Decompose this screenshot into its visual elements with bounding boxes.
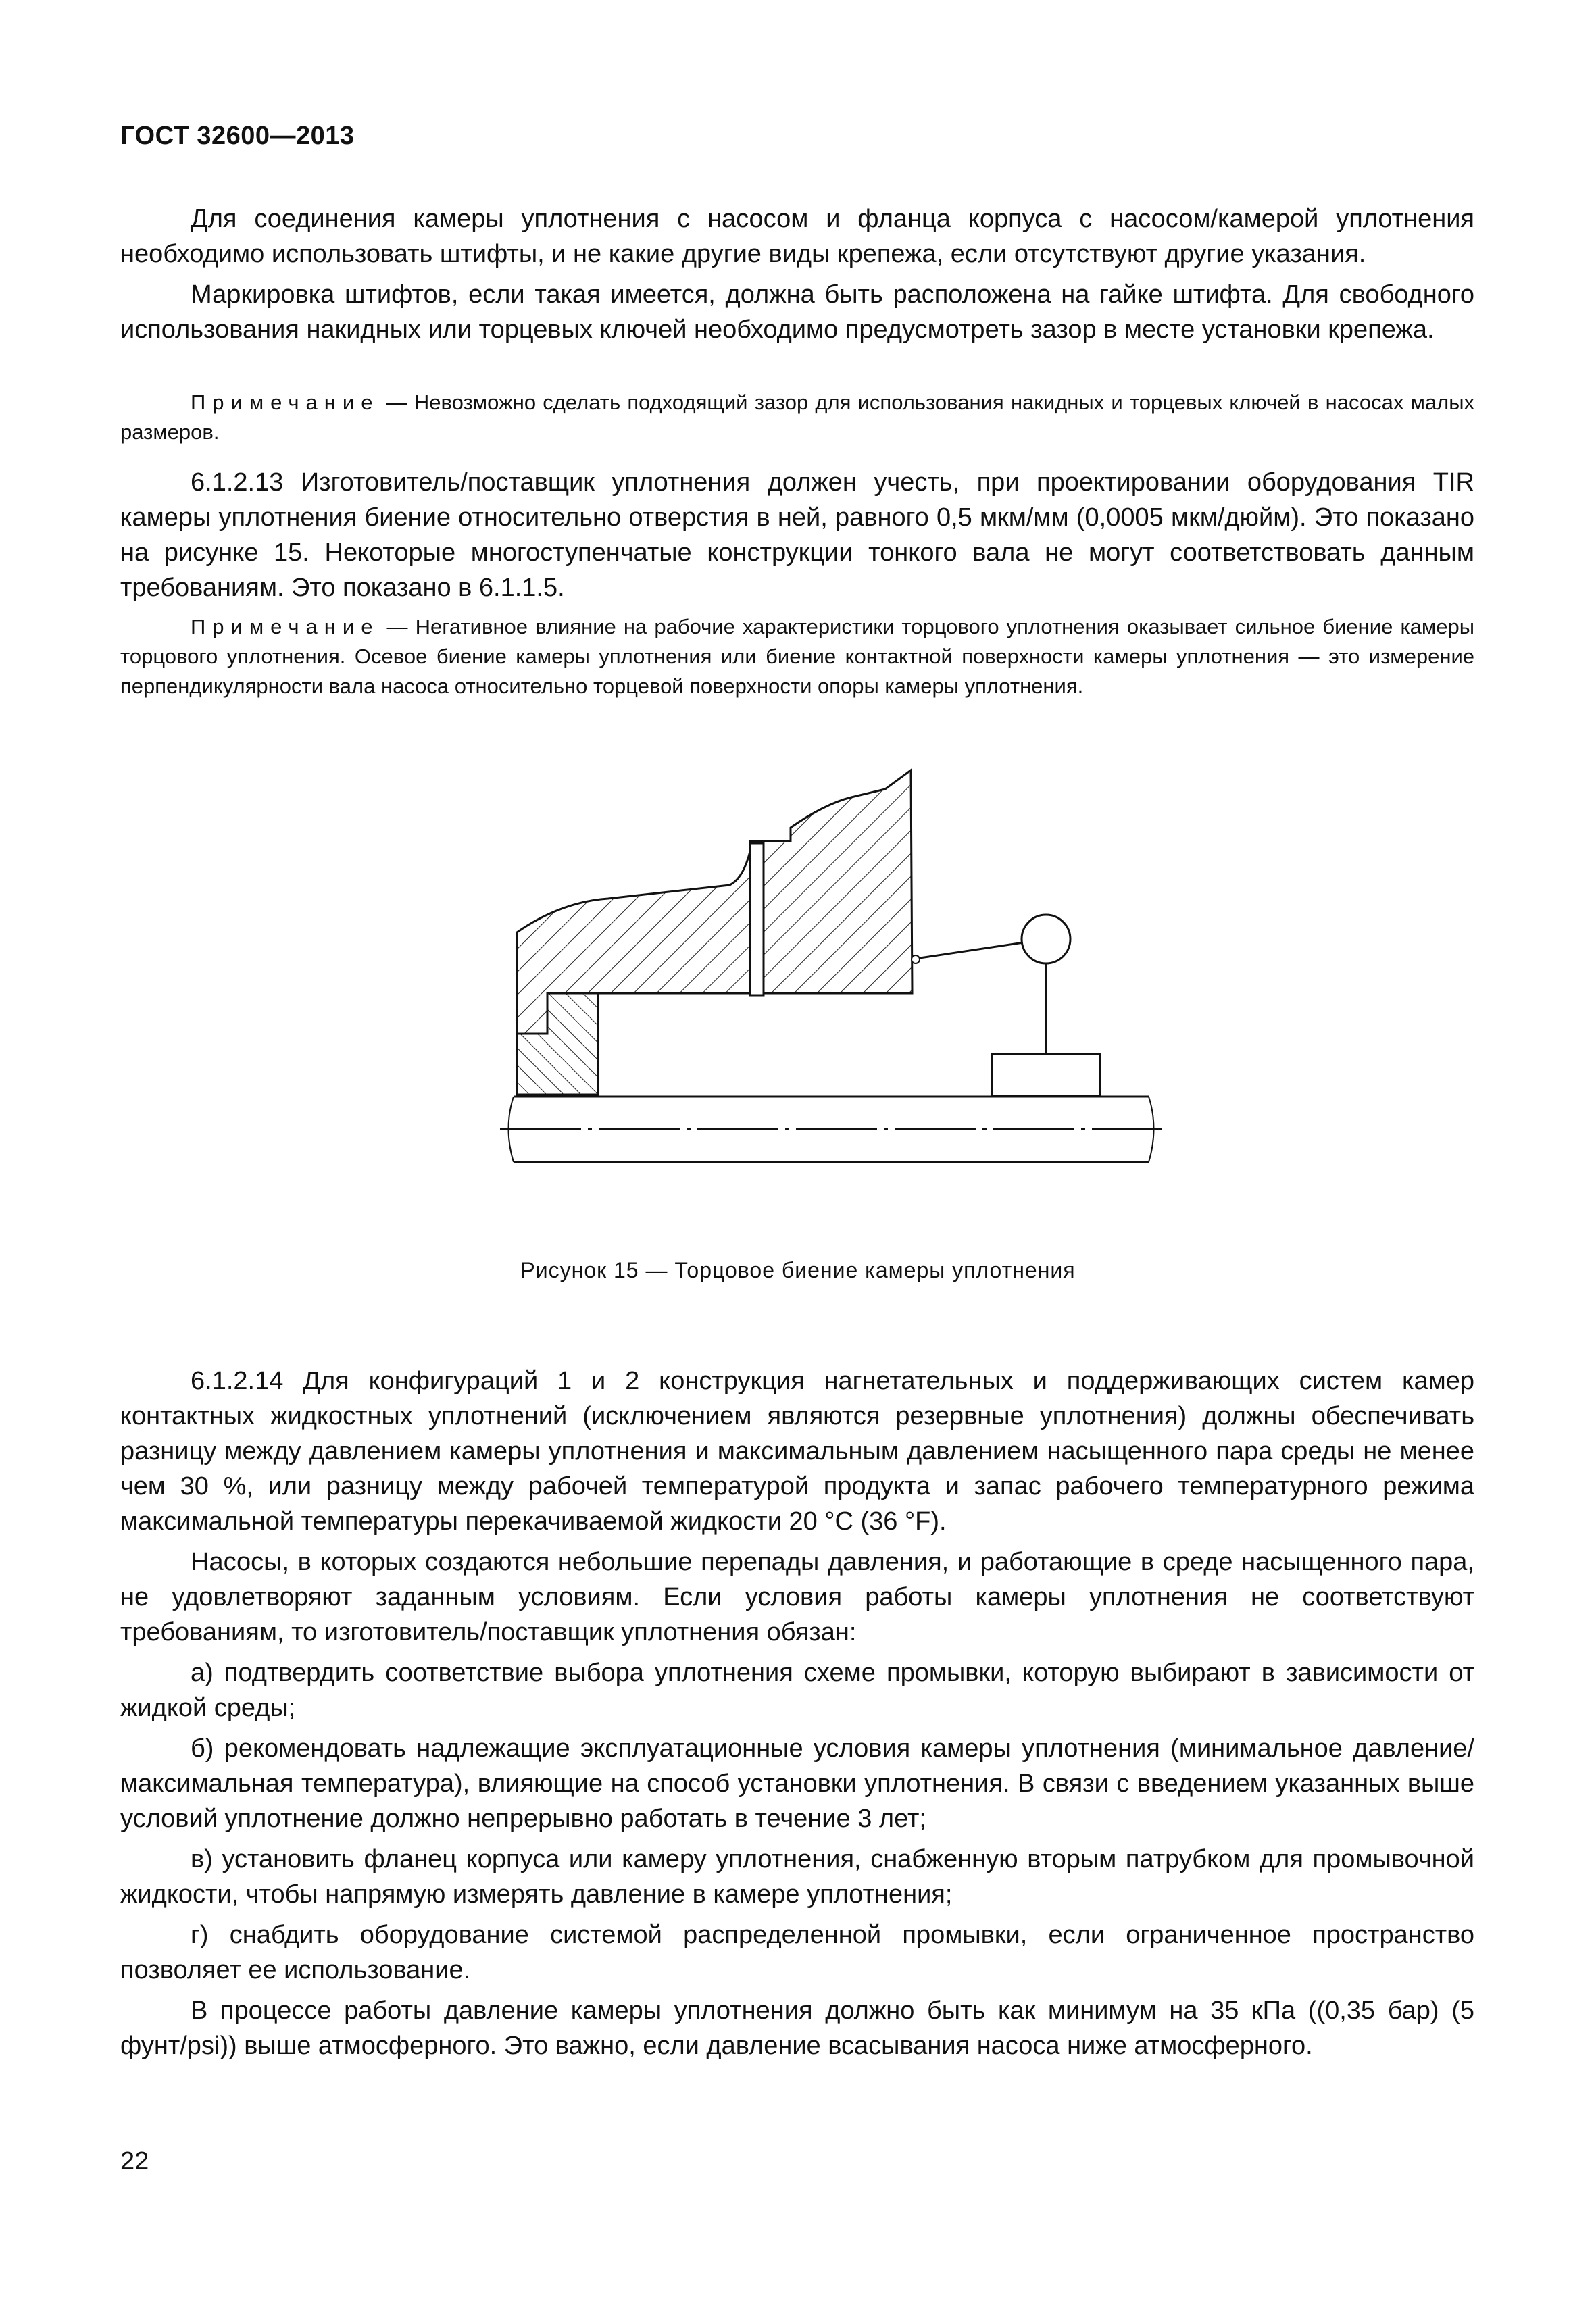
list-item: в) установить фланец корпуса или камеру уплотнения, снабженную вторым патрубком для промывочной жидкости, чтобы напрямую измерять давление в камере уплотнения; bbox=[120, 1845, 1474, 1909]
note-2 bbox=[120, 612, 1474, 701]
list-item: а) подтвердить соответствие выбора уплотнения схеме промывки, которую выбирают в зависимости от жидкой среды; bbox=[120, 1659, 1474, 1722]
paragraph: 6.1.2.13 Изготовитель/поставщик уплотнения должен учесть, при проектировании оборудования TIR камеры уплотнения биение относительно отверстия в ней, равного 0,5 мкм/мм (0,0005 мкм/дюйм). Это показано на рисунке 15. Некоторые многоступенчатые конструкции тонкого вала не могут соответствовать данным требованиям. Это показано в 6.1.1.5. bbox=[120, 468, 1474, 602]
list-item: г) снабдить оборудование системой распределенной промывки, если ограниченное пространство позволяет ее использование. bbox=[120, 1921, 1474, 1984]
paragraph: Насосы, в которых создаются небольшие перепады давления, и работающие в среде насыщенного пара, не удовлетворяют заданным условиям. Если условия работы камеры уплотнения не соответствуют требованиям, то изготовитель/поставщик уплотнения обязан: bbox=[120, 1548, 1474, 1646]
document-header: ГОСТ 32600—2013 bbox=[120, 122, 355, 150]
note-text: — Негативное влияние на рабочие характеристики торцового уплотнения оказывает сильное биение камеры торцового уплотнения. Осевое биение камеры уплотнения или биение контактной поверхности камеры уплотнения — это измерение перпендикулярности вала насоса относительно торцевой поверхности опоры камеры уплотнения. bbox=[120, 615, 1474, 698]
text-block-2 bbox=[120, 465, 1474, 611]
note-paragraph bbox=[120, 612, 1474, 701]
note-label: Примечание bbox=[191, 615, 380, 638]
text-block-1 bbox=[120, 201, 1474, 353]
figure-caption: Рисунок 15 — Торцовое биение камеры уплотнения bbox=[520, 1258, 1076, 1282]
list-item: б) рекомендовать надлежащие эксплуатационные условия камеры уплотнения (минимальное давление/максимальная температура), влияющие на способ установки уплотнения. В связи с введением указанных выше условий уплотнение должно непрерывно работать в течение 3 лет; bbox=[120, 1734, 1474, 1833]
note-label: Примечание bbox=[191, 391, 380, 414]
paragraph: Для соединения камеры уплотнения с насосом и фланца корпуса с насосом/камерой уплотнения необходимо использовать штифты, и не какие другие виды крепежа, если отсутствуют другие указания. bbox=[120, 205, 1474, 268]
note-text: — Невозможно сделать подходящий зазор для использования накидных и торцевых ключей в насосах малых размеров. bbox=[120, 391, 1474, 444]
note-1 bbox=[120, 388, 1474, 447]
note-paragraph bbox=[120, 388, 1474, 447]
paragraph: Маркировка штифтов, если такая имеется, должна быть расположена на гайке штифта. Для свободного использования накидных или торцевых ключей необходимо предусмотреть зазор в месте установки крепежа. bbox=[120, 280, 1474, 344]
paragraph: В процессе работы давление камеры уплотнения должно быть как минимум на 35 кПа ((0,35 бар) (5 фунт/psi)) выше атмосферного. Это важно, если давление всасывания насоса ниже атмосферного. bbox=[120, 1996, 1474, 2060]
figure-15-drawing bbox=[473, 763, 1162, 1257]
paragraph: 6.1.2.14 Для конфигураций 1 и 2 конструкция нагнетательных и поддерживающих систем камер контактных жидкостных уплотнений (исключением являются резервные уплотнения) должны обеспечивать разницу между давлением камеры уплотнения и максимальным давлением насыщенного пара среды не менее чем 30 %, или разницу между рабочей температурой продукта и запас рабочего температурного режима максимальной температуры перекачиваемой жидкости 20 °С (36 °F). bbox=[120, 1367, 1474, 1536]
page-number: 22 bbox=[120, 2147, 149, 2175]
text-block-3 bbox=[120, 1363, 1474, 2069]
